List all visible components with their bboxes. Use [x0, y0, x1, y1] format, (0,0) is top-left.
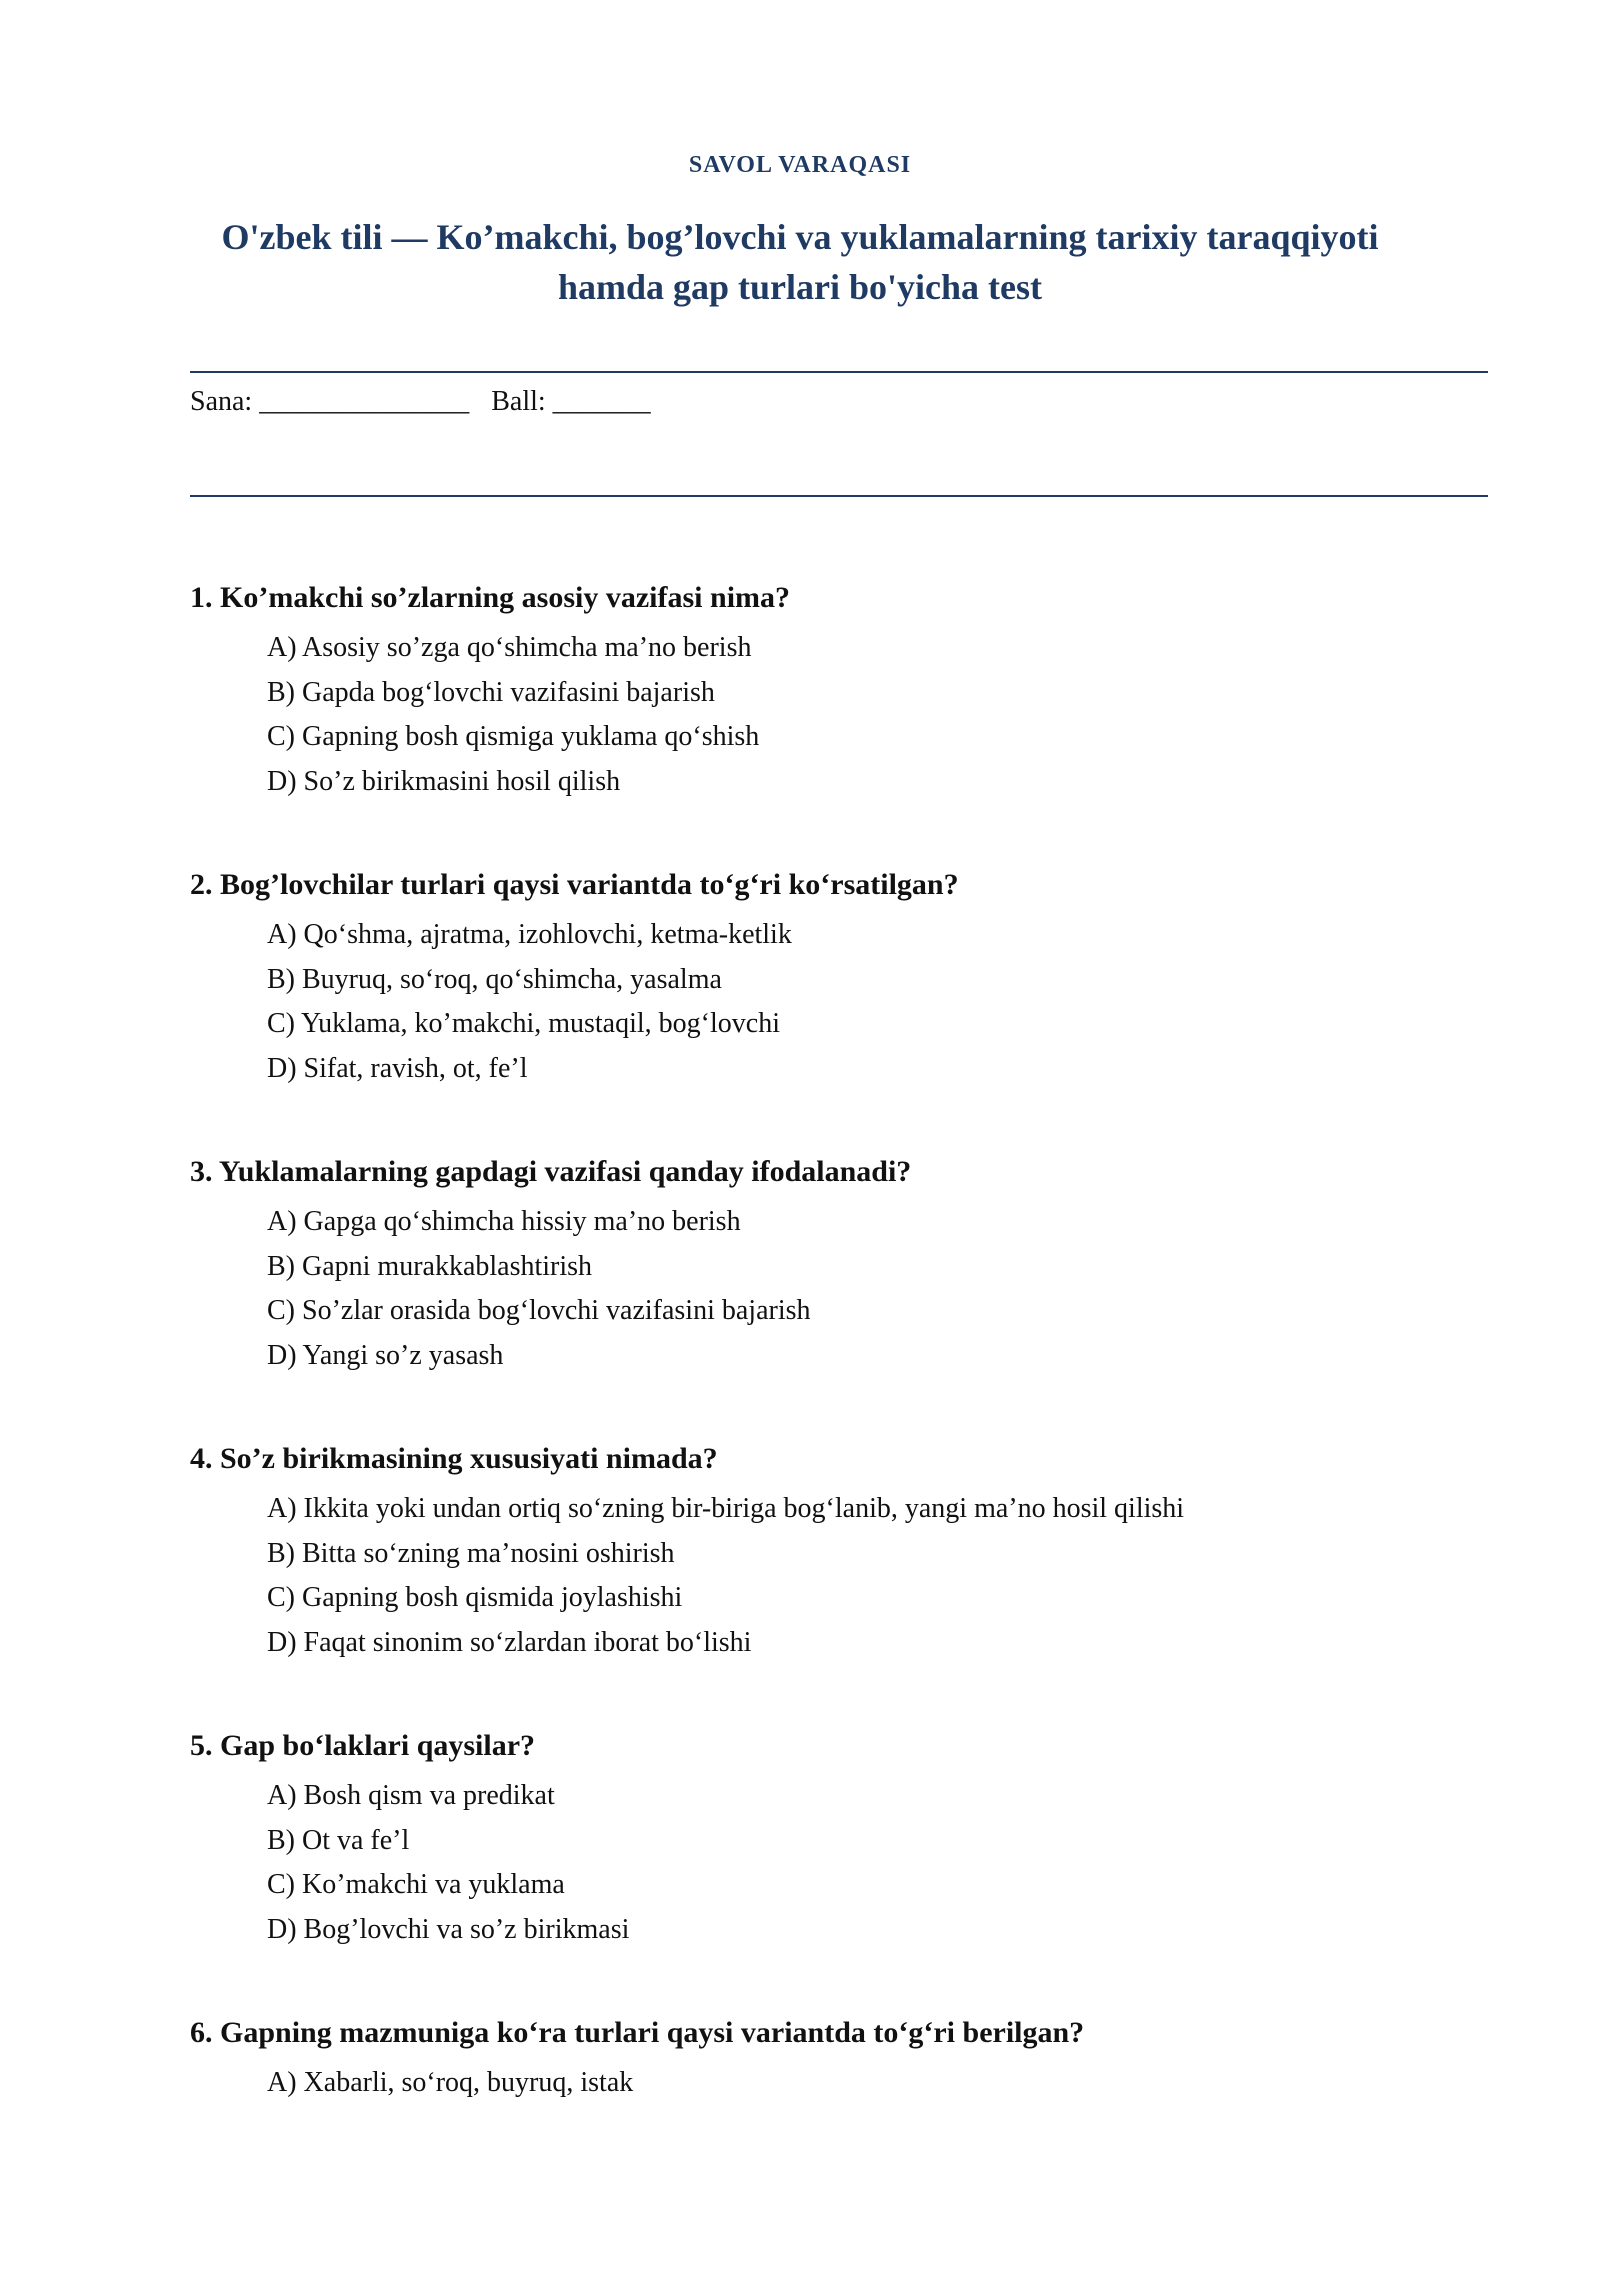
answer-option: A) Qo‘shma, ajratma, izohlovchi, ketma-ketlik — [267, 919, 792, 950]
option-list — [190, 1200, 1490, 1378]
answer-option: D) Faqat sinonim so‘zlardan iborat bo‘lishi — [267, 1626, 752, 1658]
sheet-kicker: SAVOL VARAQASI — [688, 152, 912, 178]
answer-option: B) Gapni murakkablashtirish — [267, 1250, 593, 1282]
question-block — [190, 1431, 1490, 1718]
answer-option: B) Gapda bog‘lovchi vazifasini bajarish — [267, 676, 715, 708]
answer-option: A) Ikkita yoki undan ortiq so‘zning bir-biriga bog‘lanib, yangi ma’no hosil qilishi — [267, 1493, 1185, 1524]
answer-option: C) Gapning bosh qismida joylashishi — [267, 1582, 683, 1613]
question-text: 1. Ko’makchi so’zlarning asosiy vazifasi nima? — [190, 581, 791, 614]
score-label: Ball: — [491, 386, 546, 417]
answer-option: A) Bosh qism va predikat — [267, 1780, 555, 1811]
question-block — [190, 1144, 1490, 1431]
answer-option: B) Ot va fe’l — [267, 1824, 410, 1856]
question-block — [190, 570, 1490, 857]
answer-option: C) Ko’makchi va yuklama — [267, 1869, 565, 1900]
option-list — [190, 913, 1490, 1091]
answer-option: C) Yuklama, ko’makchi, mustaqil, bog‘lovchi — [267, 1008, 780, 1039]
answer-option: A) Gapga qo‘shimcha hissiy ma’no berish — [267, 1206, 741, 1237]
question-text: 4. So’z birikmasining xususiyati nimada? — [190, 1442, 718, 1475]
score-blank: _______ — [552, 386, 651, 417]
page-title-line-2: hamda gap turlari bo'yicha test — [557, 267, 1042, 307]
option-list — [190, 626, 1490, 804]
answer-option: D) Yangi so’z yasash — [267, 1339, 504, 1371]
option-list — [190, 1487, 1490, 1665]
date-label: Sana: — [190, 386, 253, 417]
question-text: 5. Gap bo‘laklari qaysilar? — [190, 1729, 536, 1762]
page-title — [0, 212, 1600, 312]
answer-option: D) Sifat, ravish, ot, fe’l — [267, 1052, 528, 1084]
answer-option: D) So’z birikmasini hosil qilish — [267, 765, 621, 797]
option-list — [190, 1774, 1490, 1952]
page-title-line-1: O'zbek tili — Ko’makchi, bog’lovchi va yuklamalarning tarixiy taraqqiyoti — [221, 217, 1379, 257]
date-blank: _______________ — [259, 386, 470, 417]
question-text: 6. Gapning mazmuniga ko‘ra turlari qaysi variantda to‘g‘ri berilgan? — [190, 2016, 1085, 2049]
top-divider — [190, 371, 1488, 373]
answer-option: B) Bitta so‘zning ma’nosini oshirish — [267, 1537, 675, 1569]
option-list — [190, 2061, 1490, 2106]
question-text: 2. Bog’lovchilar turlari qaysi variantda to‘g‘ri ko‘rsatilgan? — [190, 868, 959, 901]
question-list — [190, 570, 1490, 2292]
question-block — [190, 857, 1490, 1144]
question-text: 3. Yuklamalarning gapdagi vazifasi qanday ifodalanadi? — [190, 1155, 912, 1188]
answer-option: D) Bog’lovchi va so’z birikmasi — [267, 1913, 630, 1945]
meta-row — [190, 382, 651, 422]
question-block — [190, 1718, 1490, 2005]
answer-option: C) Gapning bosh qismiga yuklama qo‘shish — [267, 721, 760, 752]
bottom-divider — [190, 495, 1488, 497]
question-block — [190, 2005, 1490, 2292]
answer-option: A) Asosiy so’zga qo‘shimcha ma’no berish — [267, 632, 752, 663]
answer-option: A) Xabarli, so‘roq, buyruq, istak — [267, 2067, 634, 2098]
answer-option: B) Buyruq, so‘roq, qo‘shimcha, yasalma — [267, 963, 722, 995]
answer-option: C) So’zlar orasida bog‘lovchi vazifasini bajarish — [267, 1295, 811, 1326]
